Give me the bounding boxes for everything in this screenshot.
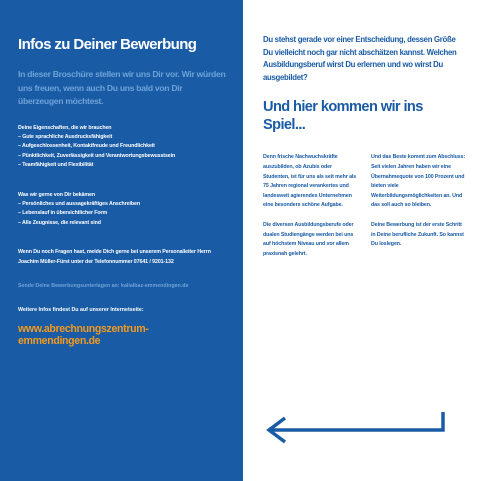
paragraph: Deine Bewerbung ist der erste Schritt in Deine berufliche Zukunft. So kannst Du loslegen.	[371, 221, 464, 248]
application-address[interactable]: Sende Deine Bewerbungsunterlagen an: kallalbaz-emmendingen.de	[18, 282, 189, 289]
list-item: – Pünktlichkeit, Zuverlässigkeit und Verantwortungsbewusstsein	[18, 152, 176, 159]
qualities-section	[18, 124, 229, 171]
panel-title: Infos zu Deiner Bewerbung	[18, 36, 197, 53]
paragraph: Die diversen Ausbildungsberufe oder dualen Studiengänge werden bei uns auf höchstem Niveau und vor allem praxisnah gelehrt.	[263, 221, 354, 257]
documents-section	[18, 191, 229, 229]
paragraph: Und das Beste kommt zum Abschluss: Seit vielen Jahren haben wir eine Übernahmequote von 100 Prozent und bieten viele Weiterbildungsmöglichkeiten an. Und das soll auch so bleiben.	[371, 154, 466, 209]
list-item: – Persönliches und aussagekräftiges Anschreiben	[18, 200, 140, 207]
qualities-list	[18, 133, 229, 171]
section-heading: Und hier kommen wir ins Spiel...	[263, 99, 423, 134]
more-info-text: Weitere Infos findest Du auf unserer Internetseite:	[18, 306, 144, 313]
paragraph: Denn frische Nachwuchskräfte auszubilden, ob Azubis oder Studenten, ist für uns als seit mehr als 75 Jahren regional verankertes und landesweit agierendes Unternehmen eine besonders schöne Aufgabe.	[263, 154, 357, 209]
list-item: – Gute sprachliche Ausdrucksfähigkeit	[18, 133, 113, 140]
panel-intro: In dieser Broschüre stellen wir uns Dir vor. Wir würden uns freuen, wenn auch Du uns bald von Dir überzeugen möchtest.	[18, 69, 226, 106]
list-item: – Lebenslauf in übersichtlicher Form	[18, 210, 108, 217]
left-arrow-icon	[263, 410, 463, 460]
website-link[interactable]: www.abrechnungszentrum-emmendingen.de	[18, 322, 149, 347]
text-column-2	[371, 153, 467, 269]
text-column-1	[263, 153, 359, 269]
text-columns	[263, 153, 467, 269]
list-item: – Teamfähigkeit und Flexibilität	[18, 162, 94, 169]
decision-text: Du stehst gerade vor einer Entscheidung, dessen Größe Du vielleicht noch gar nicht abschätzen kannst. Welchen Ausbildungsberuf wirst Du erlernen und wo wirst Du ausgebildet?	[263, 35, 457, 82]
qualities-heading: Deine Eigenschaften, die wir brauchen	[18, 124, 112, 131]
contact-text: Wenn Du noch Fragen hast, melde Dich gerne bei unserem Personalleiter Herrn Joachim Müller-Fürst unter der Telefonnummer 07641 / 9201-132	[18, 249, 211, 265]
documents-list	[18, 200, 229, 228]
intro-panel	[243, 0, 481, 481]
list-item: – Aufgeschlossenheit, Kontaktfreude und Freundlichkeit	[18, 143, 155, 150]
list-item: – Alle Zeugnisse, die relevant sind	[18, 219, 101, 226]
documents-heading: Was wir gerne von Dir bekämen	[18, 191, 95, 198]
